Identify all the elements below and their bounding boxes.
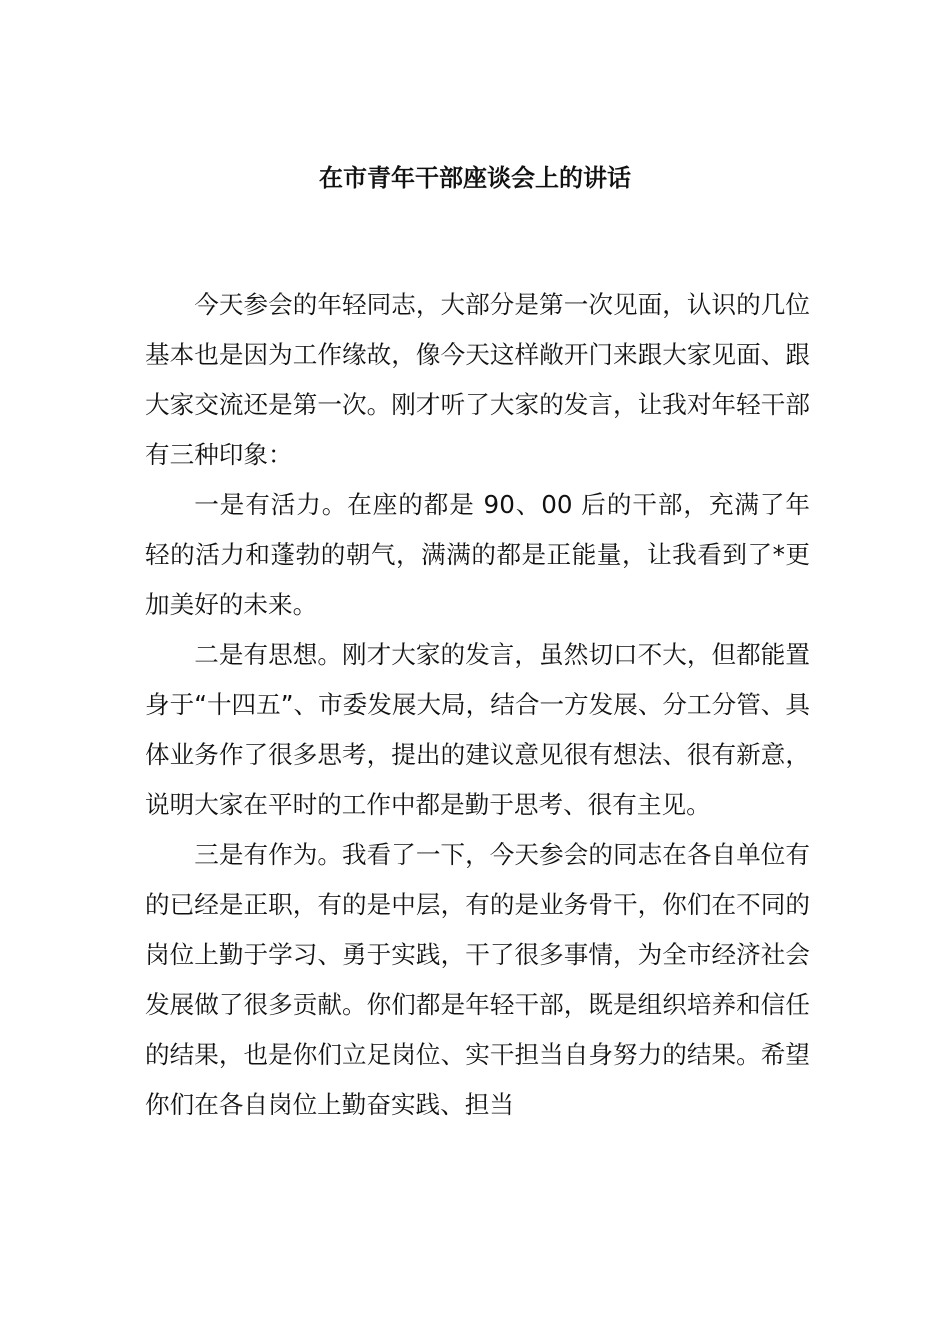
paragraph-intro: 今天参会的年轻同志，大部分是第一次见面，认识的几位基本也是因为工作缘故，像今天这样敞开门来跟大家见面、跟大家交流还是第一次。刚才听了大家的发言，让我对年轻干部有三种印象： — [145, 290, 810, 469]
paragraph-achievement: 三是有作为。我看了一下，今天参会的同志在各自单位有的已经是正职，有的是中层，有的是业务骨干，你们在不同的岗位上勤于学习、勇于实践，干了很多事情，为全市经济社会发展做了很多贡献。你们都是年轻干部，既是组织培养和信任的结果，也是你们立足岗位、实干担当自身努力的结果。希望你们在各自岗位上勤奋实践、担当 — [145, 840, 810, 1119]
paragraph-vitality: 一是有活力。在座的都是 90、00 后的干部，充满了年轻的活力和蓬勃的朝气，满满的都是正能量，让我看到了*更加美好的未来。 — [145, 490, 810, 619]
paragraph-thinking: 二是有思想。刚才大家的发言，虽然切口不大，但都能置身于“十四五”、市委发展大局，结合一方发展、分工分管、具体业务作了很多思考，提出的建议意见很有想法、很有新意，说明大家在平时的工作中都是勤于思考、很有主见。 — [145, 640, 810, 819]
document-title: 在市青年干部座谈会上的讲话 — [319, 164, 631, 192]
document-body — [145, 280, 810, 1130]
